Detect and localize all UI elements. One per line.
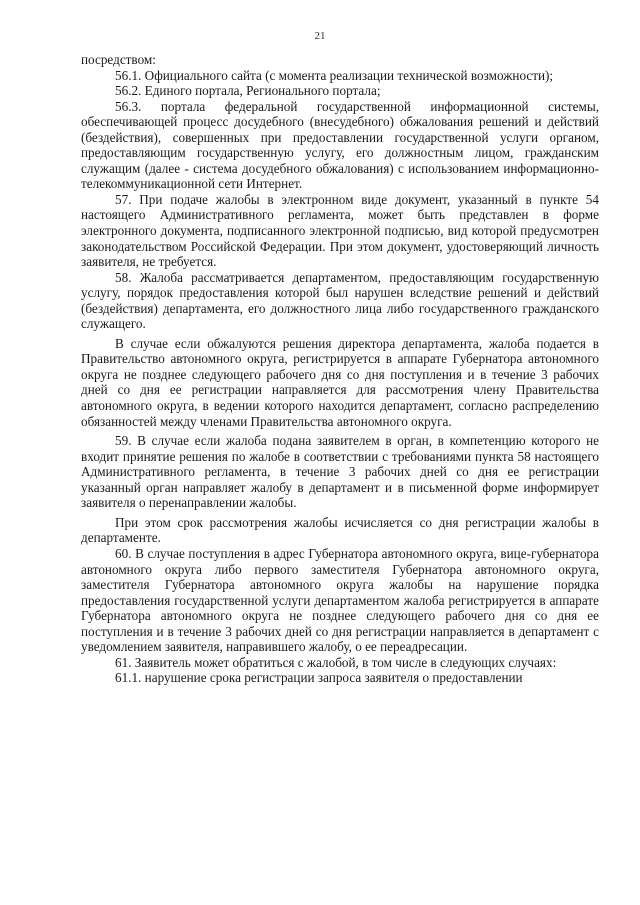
paragraph-59-term: При этом срок рассмотрения жалобы исчисляется со дня регистрации жалобы в департаменте. <box>81 514 599 546</box>
document-body <box>81 52 599 686</box>
paragraph-intro: посредством: <box>81 52 156 67</box>
paragraph-58-appeal: В случае если обжалуются решения директора департамента, жалоба подается в Правительство автономного округа, регистрируется в аппарате Губернатора автономного округа не позднее следующего рабочего дня со дня поступления и в течение 3 рабочих дней со дня ее регистрации направляется для рассмотрения члену Правительства автономного округа, в ведении которого находится департамент, согласно распределению обязанностей между членами Правительства автономного округа. <box>81 335 599 429</box>
paragraph-56-1: 56.1. Официального сайта (с момента реализации технической возможности); <box>115 67 554 83</box>
paragraph-61-1: 61.1. нарушение срока регистрации запроса заявителя о предоставлении <box>115 670 523 686</box>
paragraph-60: 60. В случае поступления в адрес Губернатора автономного округа, вице-губернатора автономного округа либо первого заместителя Губернатора автономного округа, заместителя Губернатора автономного округа жалобы на нарушение порядка предоставления государственной услуги департаментом жалоба регистрируется в аппарате Губернатора автономного округа не позднее следующего рабочего дня со дня ее поступления и в течение 3 рабочих дней со дня регистрации направляется в департамент с уведомлением заявителя, направившего жалобу, о ее переадресации. <box>81 545 599 655</box>
paragraph-56-2: 56.2. Единого портала, Регионального портала; <box>115 83 381 99</box>
paragraph-59: 59. В случае если жалоба подана заявителем в орган, в компетенцию которого не входит принятие решения по жалобе в соответствии с требованиями пункта 58 настоящего Административного регламента, в течение 3 рабочих дней со дня ее регистрации указанный орган направляет жалобу в департамент и в письменной форме информирует заявителя о перенаправлении жалобы. <box>81 433 599 511</box>
paragraph-61: 61. Заявитель может обратиться с жалобой, в том числе в следующих случаях: <box>115 654 557 670</box>
paragraph-56-3: 56.3. портала федеральной государственной информационной системы, обеспечивающей процесс досудебного (внесудебного) обжалования решений и действий (бездействия), совершенных при предоставлении государственной услуги органом, предоставляющим государственную услугу, его должностным лицом, гражданским служащим (далее - система досудебного обжалования) с использованием информационно-телекоммуникационной сети Интернет. <box>81 98 599 192</box>
paragraph-58: 58. Жалоба рассматривается департаментом, предоставляющим государственную услугу, порядок предоставления которой был нарушен вследствие решений и действий (бездействия) департамента, его должностного лица либо государственного гражданского служащего. <box>81 269 599 332</box>
page-number: 21 <box>314 30 326 42</box>
paragraph-57: 57. При подаче жалобы в электронном виде документ, указанный в пункте 54 настоящего Административного регламента, может быть представлен в форме электронного документа, подписанного электронной подписью, вид которой предусмотрен законодательством Российской Федерации. При этом документ, удостоверяющий личность заявителя, не требуется. <box>81 191 599 270</box>
